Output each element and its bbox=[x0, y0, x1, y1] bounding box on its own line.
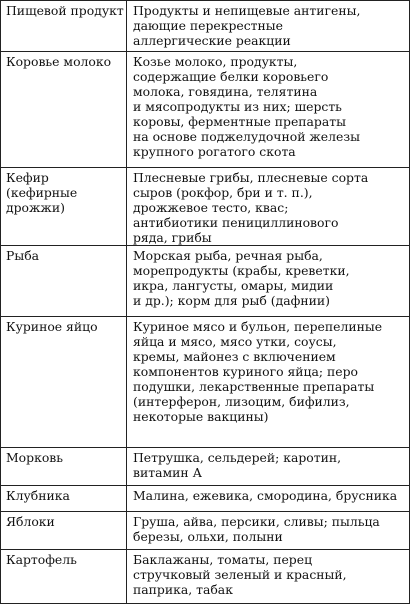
cell-text-line: на основе поджелудочной железы bbox=[133, 129, 360, 144]
cell-text-line: компонентов куриного яйца; перо bbox=[133, 364, 358, 379]
cell-text-line: Морковь bbox=[6, 450, 64, 465]
cell-text-line: морепродукты (крабы, креветки, bbox=[133, 263, 350, 278]
cell-text-line: аллергические реакции bbox=[133, 33, 291, 48]
cell-text-line: некоторые вакцины) bbox=[133, 409, 269, 424]
cell-text-line: витамин А bbox=[133, 465, 202, 480]
cell-text-line: молока, говядина, телятина bbox=[133, 84, 318, 99]
cell-text-line: Морская рыба, речная рыба, bbox=[133, 248, 323, 263]
table-body bbox=[1, 1, 410, 604]
header-row bbox=[1, 1, 410, 52]
cell-text-line: коровы, ферментные препараты bbox=[133, 114, 346, 129]
header-product bbox=[1, 1, 127, 52]
antigens-cell bbox=[127, 52, 410, 168]
cell-text-line: березы, ольхи, полыни bbox=[133, 529, 283, 544]
cell-text-line: (интерферон, лизоцим, бифилиз, bbox=[133, 394, 350, 409]
table-row bbox=[1, 486, 410, 512]
product-cell bbox=[1, 52, 127, 168]
product-cell bbox=[1, 317, 127, 448]
cell-text-line: ряда, грибы bbox=[133, 230, 212, 245]
cell-text-line: кремы, майонез с включением bbox=[133, 349, 336, 364]
product-cell bbox=[1, 168, 127, 246]
antigens-cell bbox=[127, 550, 410, 604]
cell-text-line: сыров (рокфор, бри и т. п.), bbox=[133, 185, 313, 200]
cell-text-line: дрожжевое тесто, квас; bbox=[133, 200, 289, 215]
table-row bbox=[1, 52, 410, 168]
header-antigens bbox=[127, 1, 410, 52]
antigens-cell bbox=[127, 448, 410, 486]
cell-text-line: и др.); корм для рыб (дафнии) bbox=[133, 293, 330, 308]
cell-text-line: подушки, лекарственные препараты bbox=[133, 379, 375, 394]
cell-text-line: стручковый зеленый и красный, bbox=[133, 567, 347, 582]
cell-text-line: Продукты и непищевые антигены, bbox=[133, 3, 361, 18]
cell-text-line: содержащие белки коровьего bbox=[133, 69, 329, 84]
table-row bbox=[1, 317, 410, 448]
cell-text-line: Петрушка, сельдерей; каротин, bbox=[133, 450, 342, 465]
cell-text-line: Кефир bbox=[6, 170, 49, 185]
cell-text-line: крупного рогатого скота bbox=[133, 144, 296, 159]
cell-text-line: Плесневые грибы, плесневые сорта bbox=[133, 170, 369, 185]
antigens-cell bbox=[127, 512, 410, 550]
table-row bbox=[1, 512, 410, 550]
cell-text-line: яйца и мясо, мясо утки, соусы, bbox=[133, 334, 337, 349]
product-cell bbox=[1, 246, 127, 317]
cell-text-line: Картофель bbox=[6, 552, 77, 567]
cell-text-line: (кефирные bbox=[6, 185, 78, 200]
cell-text-line: Коровье молоко bbox=[6, 54, 112, 69]
cell-text-line: Баклажаны, томаты, перец bbox=[133, 552, 313, 567]
product-cell bbox=[1, 550, 127, 604]
antigens-cell bbox=[127, 317, 410, 448]
cell-text-line: паприка, табак bbox=[133, 582, 233, 597]
cell-text-line: икра, лангусты, омары, мидии bbox=[133, 278, 334, 293]
cell-text-line: Куриное яйцо bbox=[6, 319, 98, 334]
cell-text-line: Пищевой продукт bbox=[6, 3, 124, 18]
table-row bbox=[1, 448, 410, 486]
cell-text-line: Малина, ежевика, смородина, брусника bbox=[133, 488, 398, 503]
cell-text-line: дрожжи) bbox=[6, 200, 65, 215]
cell-text-line: Клубника bbox=[6, 488, 70, 503]
table-row bbox=[1, 550, 410, 604]
cell-text-line: Козье молоко, продукты, bbox=[133, 54, 298, 69]
cell-text-line: и мясопродукты из них; шерсть bbox=[133, 99, 342, 114]
cell-text-line: Груша, айва, персики, сливы; пыльца bbox=[133, 514, 380, 529]
product-cell bbox=[1, 486, 127, 512]
product-cell bbox=[1, 512, 127, 550]
antigens-cell bbox=[127, 168, 410, 246]
antigens-cell bbox=[127, 486, 410, 512]
cell-text-line: Яблоки bbox=[6, 514, 55, 529]
product-cell bbox=[1, 448, 127, 486]
table-row bbox=[1, 168, 410, 246]
cell-text-line: дающие перекрестные bbox=[133, 18, 283, 33]
cell-text-line: Куриное мясо и бульон, перепелиные bbox=[133, 319, 383, 334]
cell-text-line: Рыба bbox=[6, 248, 40, 263]
cell-text-line: антибиотики пенициллинового bbox=[133, 215, 339, 230]
table-row bbox=[1, 246, 410, 317]
antigens-cell bbox=[127, 246, 410, 317]
